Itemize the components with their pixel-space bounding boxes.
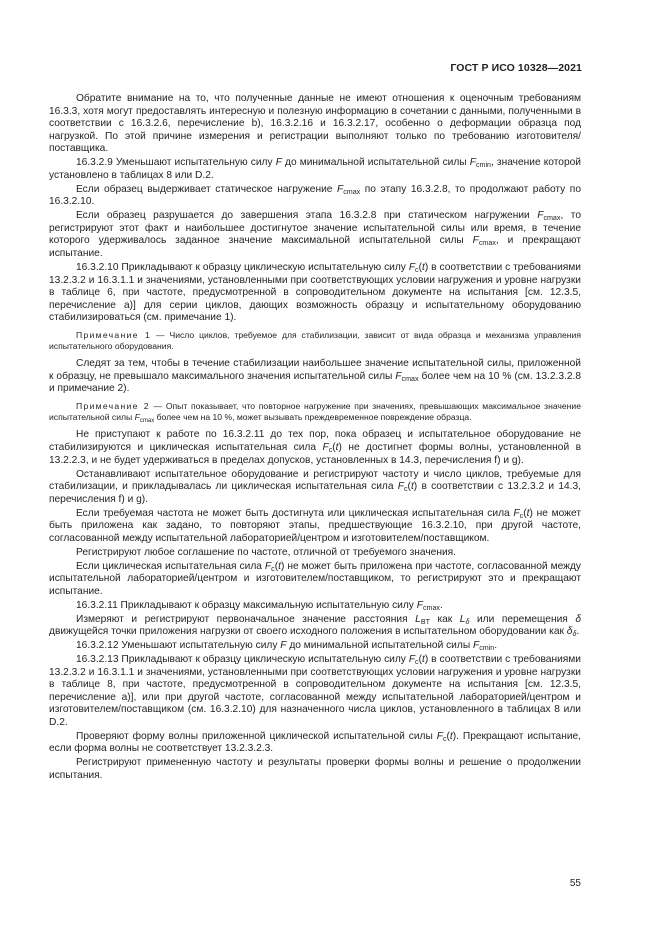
- paragraph-stop-equipment: Останавливают испытательное оборудование и регистрируют частоту и число циклов, требуемые для стабилизации, и прикладывалась ли циклическая испытательная сила $F_c(t)$ в соответствии с 13.2.3.2 и 14.3, перечисления f) и g).: [49, 468, 582, 505]
- page-number: 55: [569, 878, 581, 889]
- paragraph-check-waveform: Проверяют форму волны приложенной циклической испытательной силы $F_c(t)$. Прекращают испытание, если форма волны не соответствует 13.2.3.2.3.: [49, 730, 582, 755]
- paragraph-16-3-2-12: 16.3.2.12 Уменьшают испытательную силу F до минимальной испытательной силы $F_{cmin}$.: [76, 640, 498, 653]
- document-body: [49, 93, 581, 784]
- paragraph-16-3-2-13: 16.3.2.13 Прикладывают к образцу циклическую испытательную силу $F_c(t)$ в соответствии с требованиями 13.2.3.2 и 16.3.1.1 и значениями, установленными при соответствующих условии нагружения и уровне нагрузки в таблице 8, при частоте, предусмотренной в сопроводительном документе на испытания [см. 12.3.5, перечисление a)], или при другой частоте, согласованной между испытательной лабораторией/центром и изготовителем/поставщиком (см. 16.3.2.10) для назначенного числа циклов, установленного в таблицах 8 или D.2.: [49, 653, 581, 728]
- standard-header: ГОСТ Р ИСО 10328—2021: [450, 62, 582, 74]
- paragraph-notice: Обратите внимание на то, что полученные данные не имеют отношения к оценочным требованиям 16.3.3, хотя могут предоставлять интересную и полезную информацию в сочетании с данными, полученными в соответствии с 16.3.2.6, перечисление b), 16.3.2.16 и 16.3.2.17, особенно о деформации образца под нагрузкой. По этой причине измерения и регистрации выполняют только по требованию изготовителя/поставщика.: [49, 93, 581, 155]
- paragraph-fails: Если образец разрушается до завершения этапа 16.3.2.8 при статическом нагружении $F_{cmax}$, то регистрируют этот факт и наибольшее достигнутое значение испытательной силы или время, в течение которого удерживалось заданное значение максимальной испытательной силы $F_{cmax}$, и прекращают испытание.: [49, 210, 581, 260]
- paragraph-cannot-apply: Если циклическая испытательная сила $F_c(t)$ не может быть приложена при частоте, согласованной между испытательной лабораторией/центром и изготовителем/поставщиком, то регистрируют это и прекращают испытание.: [49, 560, 582, 597]
- note-2: Примечание 2 — Опыт показывает, что повторное нагружение при значениях, превышающих максимальное значение испытательной силы $F_{cmax}$ более чем на 10 %, может вызывать преждевременное повреждение образца.: [49, 401, 581, 425]
- paragraph-do-not-proceed: Не приступают к работе по 16.3.2.11 до тех пор, пока образец и испытательное оборудование не стабилизируются и циклическая испытательная сила $F_c(t)$ не достигнет формы волны, установленной в 13.2.2.3, и не будет удерживаться в пределах допусков, установленных в 14.3, перечисления f) и g).: [49, 429, 581, 466]
- paragraph-16-3-2-10: 16.3.2.10 Прикладывают к образцу циклическую испытательную силу $F_c(t)$ в соответствии с требованиями 13.2.3.2 и 16.3.1.1 и значениями, установленными при соответствующих условии нагружения и уровне нагрузки в таблице 6, при частоте, предусмотренной в сопроводительном документе на испытания [см. 12.3.5, перечисление a)] для серии циклов, дающих возможность образцу и испытательному оборудованию стабилизироваться (см. примечание 1).: [49, 261, 581, 324]
- paragraph-stabilization: Следят за тем, чтобы в течение стабилизации наибольшее значение испытательной силы, приложенной к образцу, не превышало максимального значения испытательной силы $F_{cmax}$ более чем на 10 % (см. 13.2.3.2.8 и примечание 2).: [49, 358, 581, 395]
- paragraph-measure-distance: Измеряют и регистрируют первоначальное значение расстояния $L_{BT}$ как $L_\delta$ или перемещения δ движущейся точки приложения нагрузки от своего исходного положения в испытательном оборудовании как $\delta_\delta$.: [49, 613, 581, 639]
- paragraph-withstands: Если образец выдерживает статическое нагружение $F_{cmax}$ по этапу 16.3.2.8, то продолжают работу по 16.3.2.10.: [49, 183, 581, 208]
- paragraph-16-3-2-9: 16.3.2.9 Уменьшают испытательную силу F до минимальной испытательной силы $F_{cmin}$, значение которой установлено в таблицах 8 или D.2.: [49, 157, 581, 181]
- paragraph-record-agreement: Регистрируют любое соглашение по частоте, отличной от требуемого значения.: [76, 546, 457, 558]
- paragraph-16-3-2-11: 16.3.2.11 Прикладывают к образцу максимальную испытательную силу $F_{cmax}$.: [76, 599, 443, 612]
- note-1: Примечание 1 — Число циклов, требуемое для стабилизации, зависит от вида образца и механизма управления испытательного оборудования.: [49, 329, 581, 352]
- paragraph-record-frequency: Регистрируют примененную частоту и результаты проверки формы волны и решение о продолжении испытания.: [49, 757, 581, 781]
- paragraph-frequency: Если требуемая частота не может быть достигнута или циклическая испытательная сила $F_c(t)$ не может быть приложена как задано, то повторяют этапы, предшествующие 16.3.2.10, при другой частоте, согласованной между испытательной лабораторией/центром и изготовителем/поставщиком.: [49, 507, 581, 544]
